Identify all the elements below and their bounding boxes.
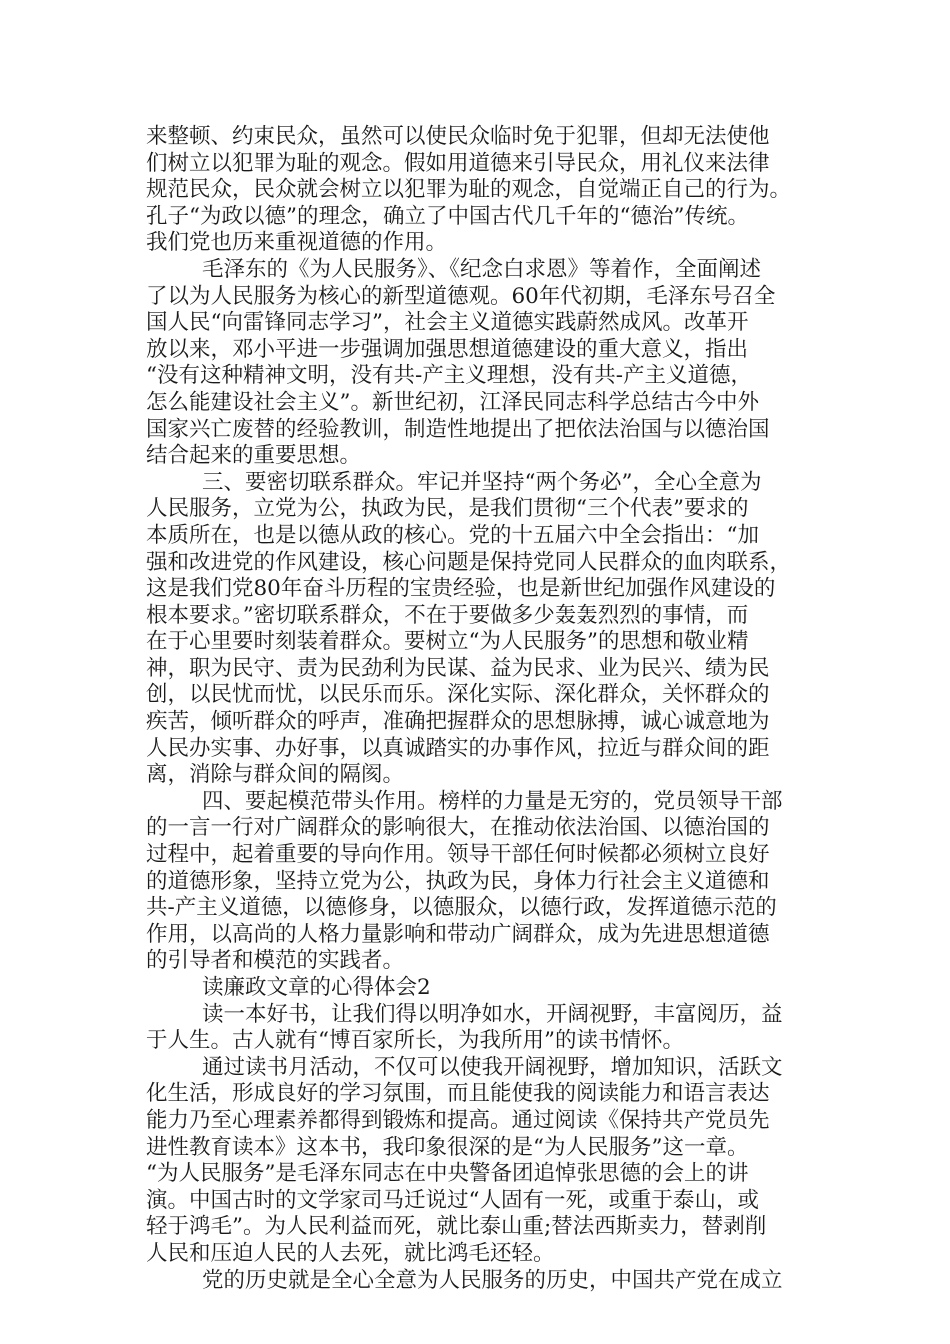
text-line: 演。中国古时的文学家司马迁说过“人固有一死，或重于泰山，或	[146, 1187, 759, 1213]
paragraph-first-line: 毛泽东的《为人民服务》、《纪念白求恩》等着作，全面阐述	[202, 256, 762, 282]
paragraph-first-line: 读廉政文章的心得体会2	[202, 975, 431, 1000]
text-line: 结合起来的重要思想。	[146, 443, 362, 469]
text-line: 疾苦，倾听群众的呼声，准确把握群众的思想脉搏，诚心诚意地为	[146, 709, 770, 735]
text-line: 这是我们党80年奋斗历程的宝贵经验，也是新世纪加强作风建设的	[146, 576, 776, 602]
text-line: 轻于鸿毛”。为人民利益而死，就比泰山重;替法西斯卖力，替剥削	[146, 1214, 767, 1240]
text-line: 共-产主义道德，以德修身，以德服众，以德行政，发挥道德示范的	[146, 895, 777, 921]
paragraph-first-line: 通过读书月活动，不仅可以使我开阔视野，增加知识，活跃文	[202, 1054, 783, 1080]
text-line: 本质所在，也是以德从政的核心。党的十五届六中全会指出：“加	[146, 522, 759, 548]
text-line: “为人民服务”是毛泽东同志在中央警备团追悼张思德的会上的讲	[146, 1161, 749, 1187]
text-line: 离，消除与群众间的隔阂。	[146, 762, 405, 788]
paragraph-first-line: 党的历史就是全心全意为人民服务的历史，中国共产党在成立	[202, 1267, 783, 1293]
paragraph-first-line: 三、要密切联系群众。牢记并坚持“两个务必”，全心全意为	[202, 469, 762, 495]
text-line: 怎么能建设社会主义”。新世纪初，江泽民同志科学总结古今中外	[146, 389, 759, 415]
text-line: 作用，以高尚的人格力量影响和带动广阔群众，成为先进思想道德	[146, 921, 770, 947]
paragraph-first-line: 读一本好书，让我们得以明净如水，开阔视野，丰富阅历，益	[202, 1001, 783, 1027]
text-line: 国人民“向雷锋同志学习”，社会主义道德实践蔚然成风。改革开	[146, 310, 749, 336]
text-line: 放以来，邓小平进一步强调加强思想道德建设的重大意义，指出	[146, 336, 749, 362]
text-line: 规范民众，民众就会树立以犯罪为耻的观念，自觉端正自己的行为。	[146, 177, 792, 203]
document-body-text	[146, 124, 808, 1294]
text-line: 于人生。古人就有“博百家所长，为我所用”的读书情怀。	[146, 1028, 684, 1054]
text-line: 了以为人民服务为核心的新型道德观。60年代初期，毛泽东号召全	[146, 283, 776, 309]
text-line: 们树立以犯罪为耻的观念。假如用道德来引导民众，用礼仪来法律	[146, 150, 770, 176]
text-line: 创，以民忧而忧，以民乐而乐。深化实际、深化群众，关怀群众的	[146, 682, 770, 708]
paragraph-first-line: 四、要起模范带头作用。榜样的力量是无穷的，党员领导干部	[202, 788, 783, 814]
text-line: 人民和压迫人民的人去死，就比鸿毛还轻。	[146, 1240, 555, 1266]
text-line: 进性教育读本》这本书，我印象很深的是“为人民服务”这一章。	[146, 1134, 749, 1160]
text-line: 过程中，起着重要的导向作用。领导干部任何时候都必须树立良好	[146, 842, 770, 868]
text-line: 能力乃至心理素养都得到锻炼和提高。通过阅读《保持共产党员先	[146, 1107, 770, 1133]
text-line: 在于心里要时刻装着群众。要树立“为人民服务”的思想和敬业精	[146, 629, 749, 655]
text-line: 人民办实事、办好事，以真诚踏实的办事作风，拉近与群众间的距	[146, 735, 770, 761]
text-line: 的引导者和模范的实践者。	[146, 948, 405, 974]
text-line: 人民服务，立党为公，执政为民，是我们贯彻“三个代表”要求的	[146, 496, 749, 522]
text-line: 来整顿、约束民众，虽然可以使民众临时免于犯罪，但却无法使他	[146, 124, 770, 149]
text-line: 孔子“为政以德”的理念，确立了中国古代几千年的“德治”传统。	[146, 203, 749, 229]
text-line: “没有这种精神文明，没有共-产主义理想，没有共-产主义道德，	[146, 363, 753, 389]
text-line: 强和改进党的作风建设，核心问题是保持党同人民群众的血肉联系，	[146, 549, 792, 575]
text-line: 的道德形象，坚持立党为公，执政为民，身体力行社会主义道德和	[146, 868, 770, 894]
text-line: 国家兴亡废替的经验教训，制造性地提出了把依法治国与以德治国	[146, 416, 770, 442]
text-line: 根本要求。”密切联系群众，不在于要做多少轰轰烈烈的事情，而	[146, 602, 749, 628]
text-line: 的一言一行对广阔群众的影响很大，在推动依法治国、以德治国的	[146, 815, 770, 841]
text-line: 神，职为民守、责为民劲利为民谋、益为民求、业为民兴、绩为民	[146, 655, 770, 681]
text-line: 化生活，形成良好的学习氛围，而且能使我的阅读能力和语言表达	[146, 1081, 770, 1107]
text-line: 我们党也历来重视道德的作用。	[146, 230, 448, 256]
